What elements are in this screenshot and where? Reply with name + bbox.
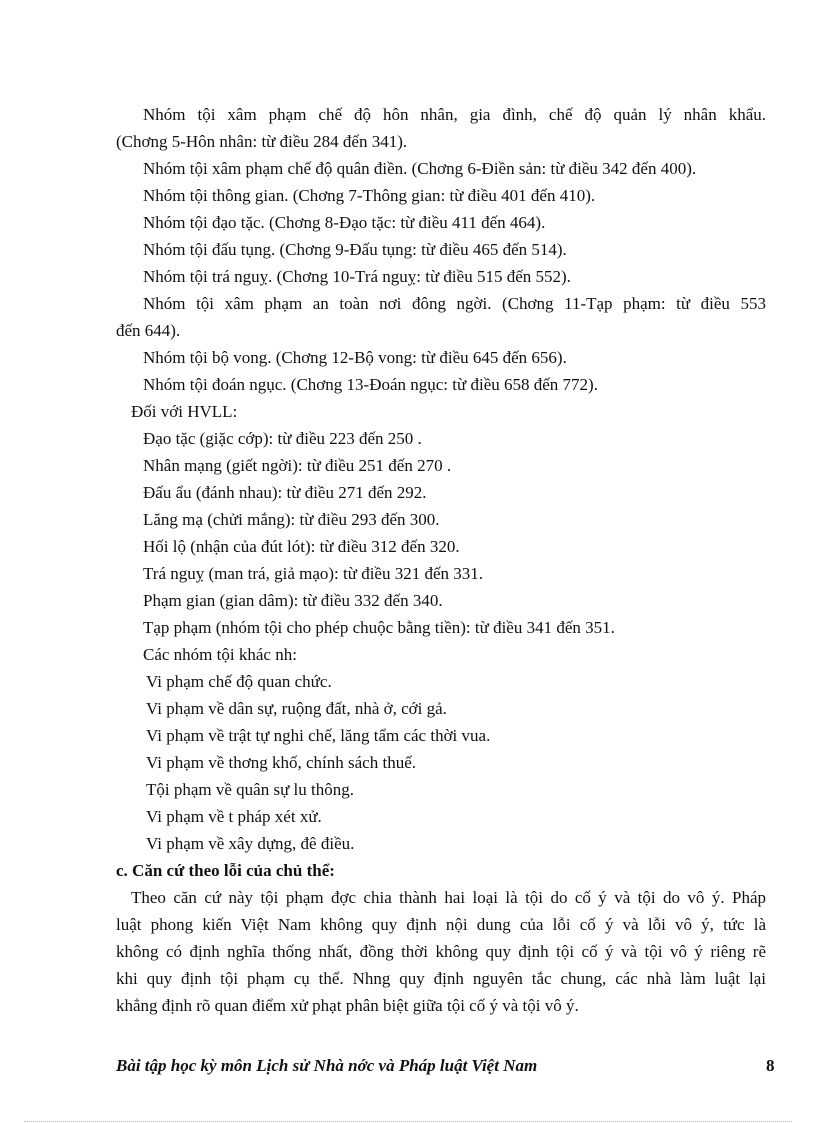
list-item: Vi phạm về t pháp xét xử. bbox=[146, 807, 322, 826]
paragraph-line: khẳng định rõ quan điểm xử phạt phân biệt giữa tội cố ý và tội vô ý. bbox=[116, 996, 579, 1015]
list-item: Vi phạm về thơng khố, chính sách thuế. bbox=[146, 753, 416, 772]
text-line: Nhóm tội đạo tặc. (Chơng 8-Đạo tặc: từ điều 411 đến 464). bbox=[143, 213, 546, 232]
list-item: Nhân mạng (giết ngời): từ điều 251 đến 270 . bbox=[143, 456, 452, 475]
text-line: Nhóm tội bộ vong. (Chơng 12-Bộ vong: từ điều 645 đến 656). bbox=[143, 348, 567, 367]
list-item: Đạo tặc (giặc cớp): từ điều 223 đến 250 . bbox=[143, 429, 422, 448]
paragraph-line: luật phong kiến Việt Nam không quy định nội dung của lỗi cố ý và lỗi vô ý, tức là bbox=[116, 915, 766, 934]
list-item: Vi phạm về trật tự nghi chế, lăng tẩm các thời vua. bbox=[146, 726, 491, 745]
list-item: Vi phạm về dân sự, ruộng đất, nhà ở, cới gả. bbox=[146, 699, 447, 718]
text-line: Nhóm tội trá nguỵ. (Chơng 10-Trá nguỵ: từ điều 515 đến 552). bbox=[143, 267, 571, 286]
list-item: Trá nguỵ (man trá, giả mạo): từ điều 321 đến 331. bbox=[143, 564, 484, 583]
text-line: Đối với HVLL: bbox=[131, 402, 238, 421]
paragraph-line: khi quy định tội phạm cụ thể. Nhng quy định nguyên tắc chung, các nhà làm luật lại bbox=[116, 969, 766, 988]
section-heading: c. Căn cứ theo lỗi của chủ thể: bbox=[116, 861, 335, 880]
text-line: Nhóm tội thông gian. (Chơng 7-Thông gian: từ điều 401 đến 410). bbox=[143, 186, 596, 205]
footer-title: Bài tập học kỳ môn Lịch sử Nhà nớc và Pháp luật Việt Nam bbox=[116, 1056, 538, 1075]
page-number: 8 bbox=[766, 1056, 775, 1075]
list-item: Đấu ẩu (đánh nhau): từ điều 271 đến 292. bbox=[143, 483, 427, 502]
text-line: đến 644). bbox=[116, 321, 181, 340]
paragraph-line: không có định nghĩa thống nhất, đồng thời không quy định tội cố ý và tội vô ý riêng rẽ bbox=[116, 942, 766, 961]
list-item: Phạm gian (gian dâm): từ điều 332 đến 340. bbox=[143, 591, 443, 610]
page-bottom-divider bbox=[24, 1121, 792, 1122]
paragraph-line: Theo căn cứ này tội phạm đợc chia thành hai loại là tội do cố ý và tội do vô ý. Pháp bbox=[131, 888, 766, 907]
text-line: Nhóm tội xâm phạm an toàn nơi đông ngời. (Chơng 11-Tạp phạm: từ điều 553 bbox=[143, 294, 766, 313]
list-item: Hối lộ (nhận của đút lót): từ điều 312 đến 320. bbox=[143, 537, 460, 556]
list-item: Vi phạm về xây dựng, đê điều. bbox=[146, 834, 355, 853]
list-item: Tạp phạm (nhóm tội cho phép chuộc bằng tiền): từ điều 341 đến 351. bbox=[143, 618, 615, 637]
text-line: Nhóm tội đấu tụng. (Chơng 9-Đấu tụng: từ điều 465 đến 514). bbox=[143, 240, 567, 259]
text-line: Nhóm tội xâm phạm chế độ hôn nhân, gia đình, chế độ quản lý nhân khẩu. bbox=[143, 105, 766, 124]
text-line: Các nhóm tội khác nh: bbox=[143, 645, 297, 664]
list-item: Vi phạm chế độ quan chức. bbox=[146, 672, 332, 691]
text-line: Nhóm tội đoán ngục. (Chơng 13-Đoán ngục: từ điều 658 đến 772). bbox=[143, 375, 598, 394]
list-item: Tội phạm về quân sự lu thông. bbox=[146, 780, 354, 799]
list-item: Lăng mạ (chửi mắng): từ điều 293 đến 300. bbox=[143, 510, 440, 529]
text-line: Nhóm tội xâm phạm chế độ quân điền. (Chơng 6-Điền sản: từ điều 342 đến 400). bbox=[143, 159, 697, 178]
text-line: (Chơng 5-Hôn nhân: từ điều 284 đến 341). bbox=[116, 132, 408, 151]
